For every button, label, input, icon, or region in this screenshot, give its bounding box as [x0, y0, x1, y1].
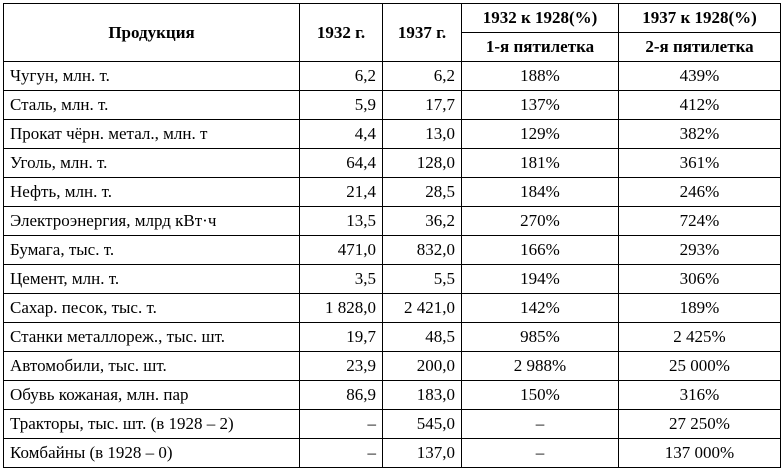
- cell-ratio-1937: 189%: [619, 294, 781, 323]
- cell-product: Электроэнергия, млрд кВт·ч: [4, 207, 300, 236]
- table-row: [4, 410, 781, 439]
- cell-1932: 6,2: [300, 62, 383, 91]
- cell-ratio-1937: 27 250%: [619, 410, 781, 439]
- cell-1932: 21,4: [300, 178, 383, 207]
- table-row: [4, 120, 781, 149]
- header-plan-1: 1-я пятилетка: [462, 33, 619, 62]
- table-row: [4, 323, 781, 352]
- cell-ratio-1932: 2 988%: [462, 352, 619, 381]
- cell-ratio-1932: 142%: [462, 294, 619, 323]
- cell-product: Уголь, млн. т.: [4, 149, 300, 178]
- cell-1937: 200,0: [383, 352, 462, 381]
- cell-product: Прокат чёрн. метал., млн. т: [4, 120, 300, 149]
- cell-ratio-1937: 439%: [619, 62, 781, 91]
- cell-product: Чугун, млн. т.: [4, 62, 300, 91]
- cell-ratio-1932: 129%: [462, 120, 619, 149]
- cell-ratio-1932: 184%: [462, 178, 619, 207]
- cell-ratio-1932: 194%: [462, 265, 619, 294]
- cell-1932: –: [300, 439, 383, 468]
- header-1932: 1932 г.: [300, 4, 383, 62]
- table-row: [4, 149, 781, 178]
- table-row: [4, 294, 781, 323]
- cell-ratio-1932: –: [462, 410, 619, 439]
- header-1937: 1937 г.: [383, 4, 462, 62]
- cell-product: Цемент, млн. т.: [4, 265, 300, 294]
- cell-ratio-1937: 361%: [619, 149, 781, 178]
- table-row: [4, 62, 781, 91]
- cell-ratio-1937: 293%: [619, 236, 781, 265]
- cell-1937: 17,7: [383, 91, 462, 120]
- table-row: [4, 265, 781, 294]
- cell-1937: 28,5: [383, 178, 462, 207]
- cell-ratio-1937: 724%: [619, 207, 781, 236]
- cell-ratio-1937: 137 000%: [619, 439, 781, 468]
- cell-ratio-1937: 2 425%: [619, 323, 781, 352]
- cell-product: Обувь кожаная, млн. пар: [4, 381, 300, 410]
- cell-product: Сталь, млн. т.: [4, 91, 300, 120]
- cell-1937: 832,0: [383, 236, 462, 265]
- cell-1932: 19,7: [300, 323, 383, 352]
- cell-ratio-1937: 246%: [619, 178, 781, 207]
- cell-ratio-1937: 316%: [619, 381, 781, 410]
- cell-ratio-1932: 270%: [462, 207, 619, 236]
- cell-ratio-1937: 412%: [619, 91, 781, 120]
- cell-1932: 471,0: [300, 236, 383, 265]
- cell-1932: –: [300, 410, 383, 439]
- cell-1932: 13,5: [300, 207, 383, 236]
- header-ratio-1932: 1932 к 1928(%): [462, 4, 619, 33]
- cell-ratio-1932: 188%: [462, 62, 619, 91]
- header-ratio-1937: 1937 к 1928(%): [619, 4, 781, 33]
- cell-1937: 13,0: [383, 120, 462, 149]
- cell-product: Автомобили, тыс. шт.: [4, 352, 300, 381]
- cell-1937: 2 421,0: [383, 294, 462, 323]
- cell-1932: 86,9: [300, 381, 383, 410]
- cell-1932: 1 828,0: [300, 294, 383, 323]
- cell-ratio-1937: 382%: [619, 120, 781, 149]
- cell-1932: 23,9: [300, 352, 383, 381]
- cell-1932: 4,4: [300, 120, 383, 149]
- cell-1937: 36,2: [383, 207, 462, 236]
- table-row: [4, 91, 781, 120]
- cell-product: Бумага, тыс. т.: [4, 236, 300, 265]
- cell-ratio-1932: –: [462, 439, 619, 468]
- table-row: [4, 236, 781, 265]
- cell-ratio-1932: 166%: [462, 236, 619, 265]
- cell-ratio-1932: 137%: [462, 91, 619, 120]
- table-header: [4, 4, 781, 62]
- header-plan-2: 2-я пятилетка: [619, 33, 781, 62]
- cell-ratio-1937: 306%: [619, 265, 781, 294]
- cell-ratio-1932: 985%: [462, 323, 619, 352]
- cell-ratio-1937: 25 000%: [619, 352, 781, 381]
- cell-1932: 5,9: [300, 91, 383, 120]
- cell-product: Комбайны (в 1928 – 0): [4, 439, 300, 468]
- header-row: [4, 4, 781, 33]
- table-row: [4, 207, 781, 236]
- cell-1937: 545,0: [383, 410, 462, 439]
- cell-ratio-1932: 150%: [462, 381, 619, 410]
- table-row: [4, 381, 781, 410]
- production-table: [3, 3, 781, 468]
- cell-ratio-1932: 181%: [462, 149, 619, 178]
- cell-1937: 5,5: [383, 265, 462, 294]
- cell-1932: 64,4: [300, 149, 383, 178]
- cell-product: Тракторы, тыс. шт. (в 1928 – 2): [4, 410, 300, 439]
- cell-1937: 48,5: [383, 323, 462, 352]
- table-row: [4, 178, 781, 207]
- cell-1937: 137,0: [383, 439, 462, 468]
- table-row: [4, 439, 781, 468]
- cell-product: Станки металлореж., тыс. шт.: [4, 323, 300, 352]
- cell-1932: 3,5: [300, 265, 383, 294]
- table-body: [4, 62, 781, 468]
- cell-product: Сахар. песок, тыс. т.: [4, 294, 300, 323]
- cell-1937: 128,0: [383, 149, 462, 178]
- cell-1937: 183,0: [383, 381, 462, 410]
- table-row: [4, 352, 781, 381]
- cell-product: Нефть, млн. т.: [4, 178, 300, 207]
- cell-1937: 6,2: [383, 62, 462, 91]
- header-product: Продукция: [4, 4, 300, 62]
